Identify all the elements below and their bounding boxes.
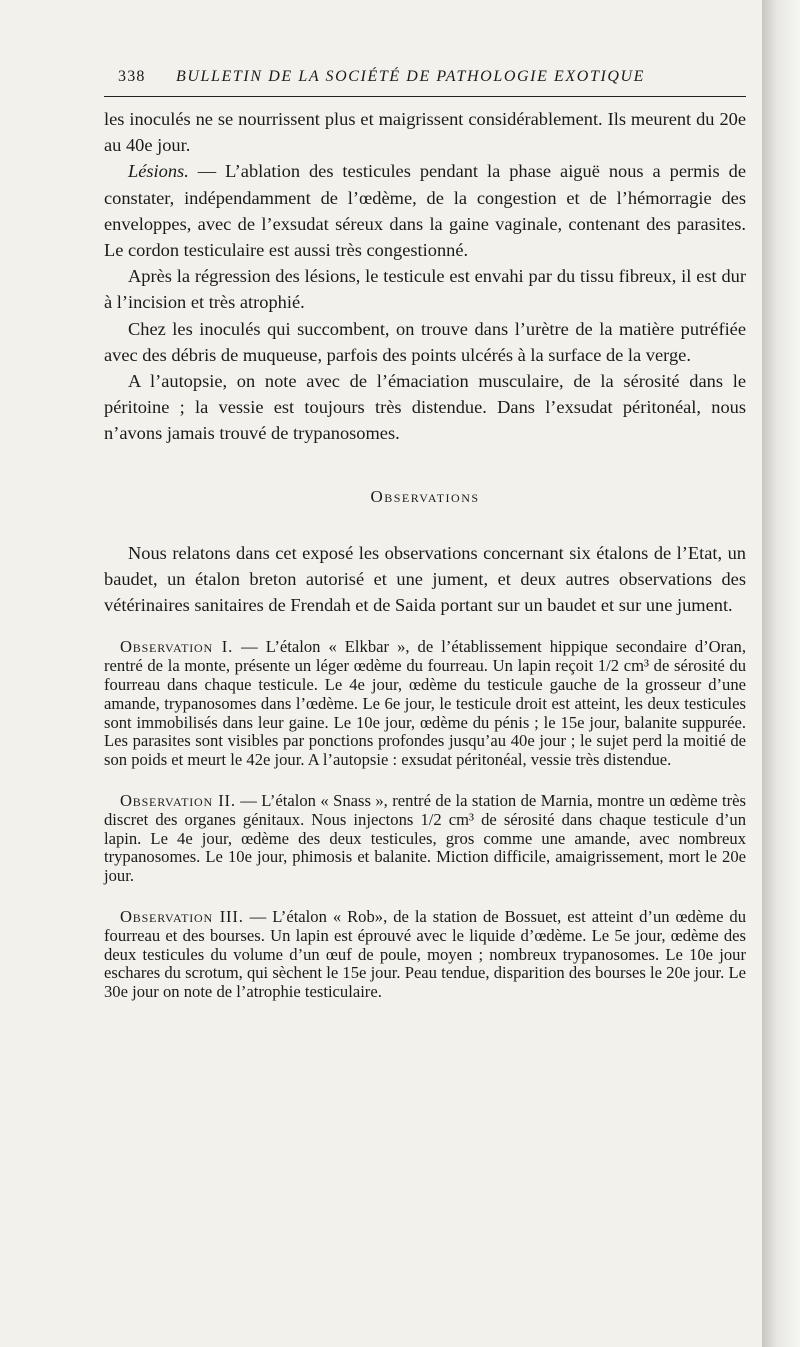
paragraph-autopsy: A l’autopsie, on note avec de l’émaciation musculaire, de la sérosité dans le péritoine ; la vessie est toujours très distendue. Dans l’exsudat péritonéal, nous n’avons jamais trouvé de trypanosomes. bbox=[104, 371, 746, 444]
section-intro: Nous relatons dans cet exposé les observations concernant six étalons de l’Etat, un baudet, un étalon breton autorisé et une jument, et deux autres observations des vétérinaires sanitaires de Frendah et de Saida portant sur un baudet et sur une jument. bbox=[104, 542, 746, 616]
paragraph-regression: Après la régression des lésions, le testicule est envahi par du tissu fibreux, il est dur à l’incision et très atrophié. bbox=[104, 266, 746, 313]
page-edge-shadow bbox=[762, 0, 800, 1347]
page-number: 338 bbox=[118, 68, 146, 85]
observation-label: Observation III. bbox=[120, 907, 244, 927]
page-body bbox=[104, 106, 746, 1002]
section-title: Observations bbox=[370, 486, 480, 506]
paragraph-inoculated: Chez les inoculés qui succombent, on trouve dans l’urètre de la matière putréfiée avec des débris de muqueuse, parfois des points ulcérés à la surface de la verge. bbox=[104, 318, 746, 365]
observation-label: Observation II. bbox=[120, 791, 236, 811]
journal-title: BULLETIN DE LA SOCIÉTÉ DE PATHOLOGIE EXOTIQUE bbox=[176, 68, 646, 85]
lesions-heading: Lésions. bbox=[128, 161, 189, 182]
observation-3 bbox=[104, 908, 746, 1002]
observation-text: — L’étalon « Elkbar », de l’établissement hippique secondaire d’Oran, rentré de la monte, présente un léger œdème du fourreau. Un lapin reçoit 1/2 cm³ de sérosité du fourreau dans chaque testicule. Le 4e jour, œdème du testicule gauche de la grosseur d’une amande, trypanosomes dans l’œdème. Le 6e jour, le testicule droit est atteint, les deux testicules sont immobilisés dans leur gaine. Le 10e jour, œdème du pénis ; le 15e jour, balanite suppurée. Les parasites sont visibles par ponctions profondes jusqu’au 40e jour ; le sujet perd la moitié de son poids et meurt le 42e jour. A l’autopsie : exsudat péritonéal, vessie très distendue. bbox=[104, 637, 746, 770]
paragraph-continuation: les inoculés ne se nourrissent plus et maigrissent considérablement. Ils meurent du 20e au 40e jour. bbox=[104, 109, 746, 156]
observation-text: — L’étalon « Rob», de la station de Bossuet, est atteint d’un œdème du fourreau et des bourses. Un lapin est éprouvé avec le liquide d’œdème. Le 5e jour, œdème des deux testicules du volume d’un œuf de poule, moyen ; nombreux trypanosomes. Le 10e jour eschares du scrotum, qui sèchent le 15e jour. Peau tendue, disparition des bourses le 20e jour. Le 30e jour on note de l’atrophie testiculaire. bbox=[104, 907, 746, 1002]
observation-1 bbox=[104, 638, 746, 770]
lesions-text: — L’ablation des testicules pendant la phase aiguë nous a permis de constater, indépendamment de l’œdème, de la congestion et de l’hémorragie des enveloppes, avec de l’exsudat séreux dans la gaine vaginale, contenant des parasites. Le cordon testiculaire est aussi très congestionné. bbox=[104, 161, 746, 261]
header-rule bbox=[104, 96, 746, 97]
observation-2 bbox=[104, 792, 746, 886]
paragraph-lesions bbox=[104, 158, 746, 263]
observation-text: — L’étalon « Snass », rentré de la station de Marnia, montre un œdème très discret des organes génitaux. Nous injectons 1/2 cm³ de sérosité dans chaque testicule d’un lapin. Le 4e jour, œdème des deux testicules, gros comme une amande, avec nombreux trypanosomes. Le 10e jour, phimosis et balanite. Miction difficile, amaigrissement, mort le 20e jour. bbox=[104, 791, 747, 886]
observation-label: Observation I. bbox=[120, 637, 234, 657]
